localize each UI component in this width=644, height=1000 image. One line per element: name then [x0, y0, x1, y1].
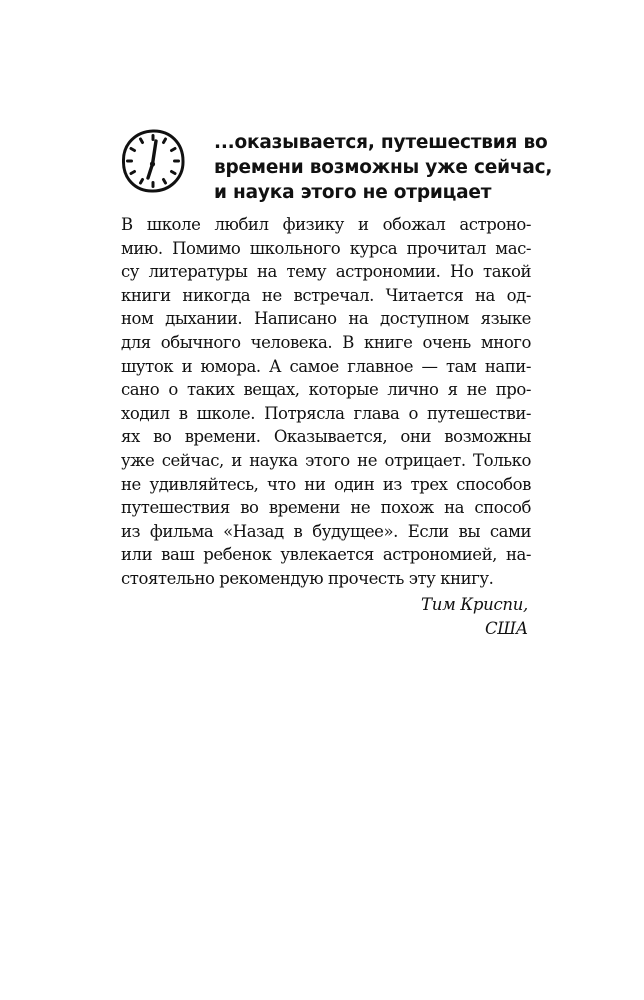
body-line: су литературы на тему астрономии. Но такой [121, 262, 531, 282]
body-line: или ваш ребенок увлекается астрономией, на- [121, 545, 531, 565]
body-line: уже сейчас, и наука этого не отрицает. Только [121, 450, 531, 470]
body-line: ях во времени. Оказывается, они возможны [121, 427, 531, 447]
body-line: мию. Помимо школьного курса прочитал мас- [121, 238, 531, 258]
body-line: стоятельно рекомендую прочесть эту книгу. [121, 568, 494, 588]
body-line: не удивляйтесь, что ни один из трех способов [121, 474, 531, 494]
header-line: ...оказывается, путешествия во [214, 132, 548, 153]
body-line: ном дыхании. Написано на доступном языке [121, 309, 531, 329]
author-country: США [484, 618, 528, 638]
body-line: сано о таких вещах, которые лично я не про- [121, 380, 531, 400]
body-line: путешествия во времени не похож на способ [121, 498, 531, 518]
body-line: для обычного человека. В книге очень много [121, 332, 531, 352]
body-line: книги никогда не встречал. Читается на од- [121, 285, 531, 305]
body-line: шуток и юмора. А самое главное — там напи- [121, 356, 531, 376]
body-line: В школе любил физику и обожал астроно- [121, 215, 531, 234]
quote-header [214, 130, 553, 205]
review-signature [421, 593, 528, 640]
body-line: ходил в школе. Потрясла глава о путешестви- [121, 403, 531, 423]
clock-icon [120, 128, 186, 194]
review-body [121, 213, 531, 591]
header-line: и наука этого не отрицает [214, 182, 492, 203]
header-line: времени возможны уже сейчас, [214, 157, 553, 178]
body-line: из фильма «Назад в будущее». Если вы сами [121, 521, 531, 541]
author-name: Тим Криспи, [421, 595, 528, 614]
